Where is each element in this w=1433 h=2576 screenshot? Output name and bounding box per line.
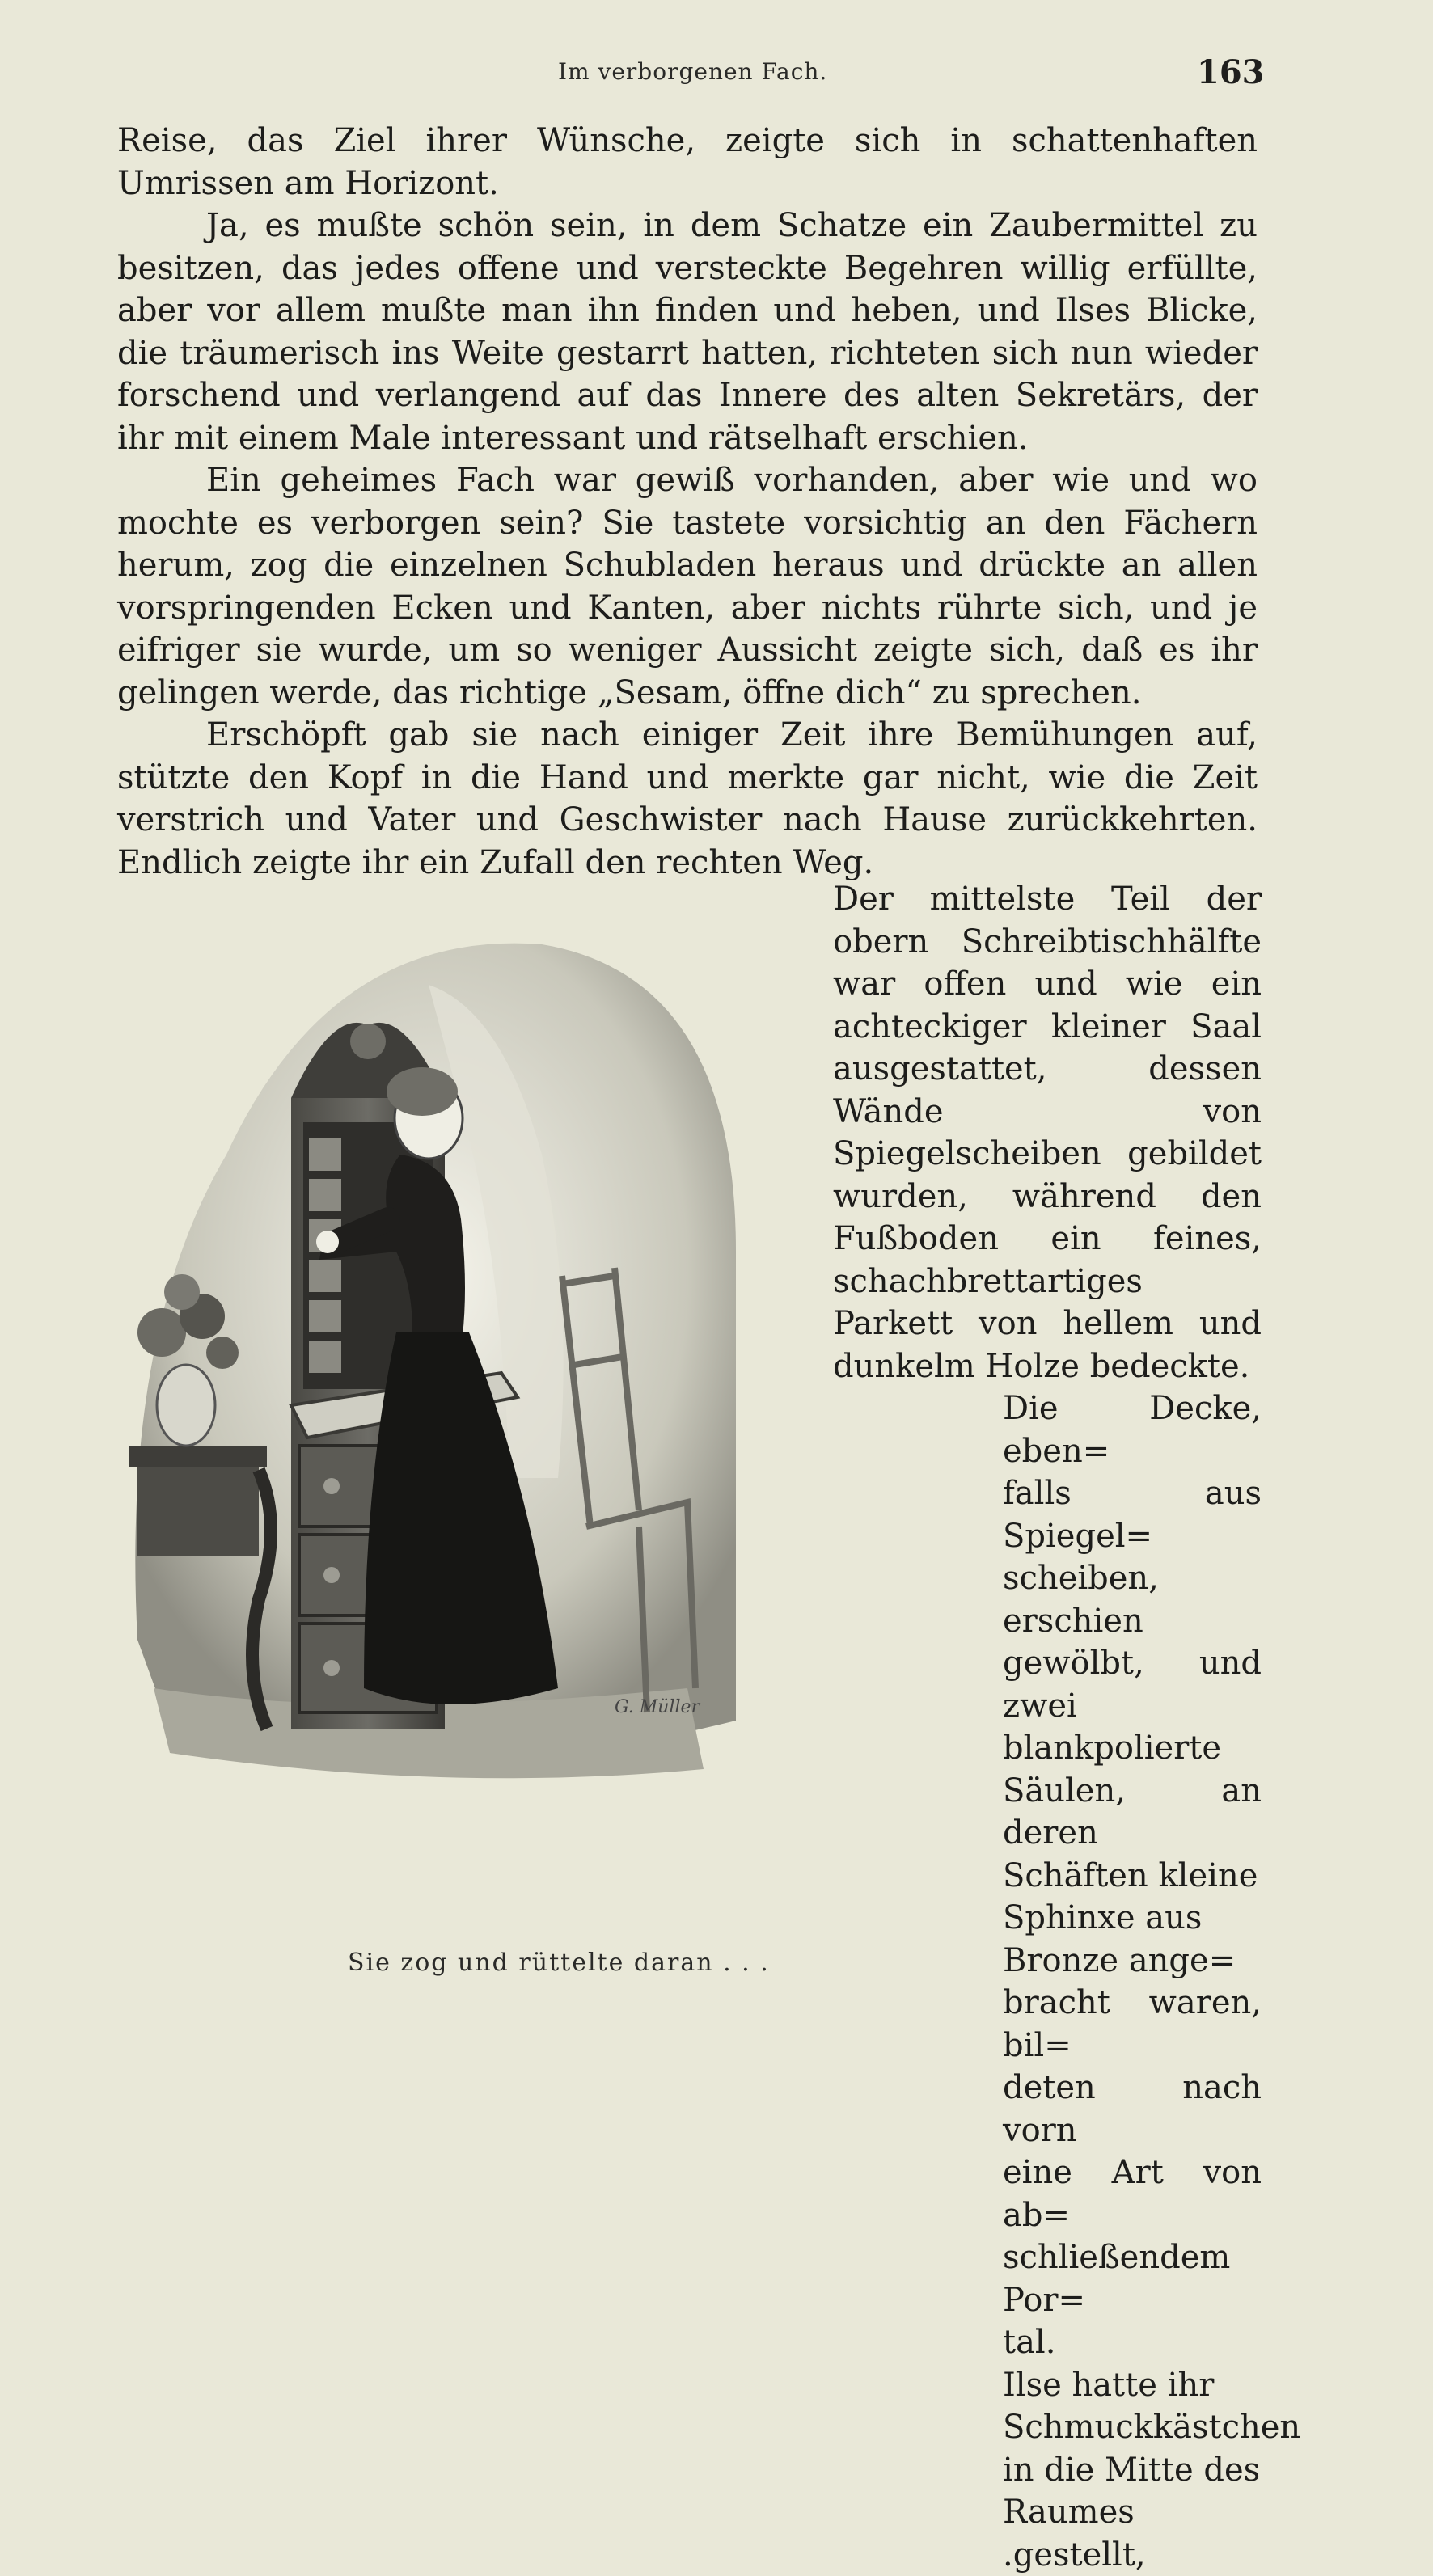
paragraph-5-continued: [728, 1387, 1301, 2576]
wrap-line: in die Mitte des: [1003, 2451, 1261, 2489]
artist-signature: G. Müller: [615, 1697, 700, 1717]
wrap-line: blankpolierte: [1003, 1729, 1222, 1767]
paragraph-3: Ein geheimes Fach war gewiß vorhanden, aber wie und wo mochte es verborgen sein? Sie tastete vorsichtig an den Fächern herum, zog die einzelnen Schubladen heraus und drückte an allen vorspringenden Ecken und Kanten, aber nichts rührte sich, und je eifriger sie wurde, um so weniger Aussicht zeigte sich, daß es ihr gelingen werde, das richtige „Sesam, öffne dich“ zu sprechen.: [117, 462, 1258, 712]
wrap-line: falls aus Spiegel=: [1003, 1475, 1262, 1555]
wrap-line: Bronze ange=: [1003, 1941, 1236, 1979]
wrap-line: Die Decke, eben=: [1003, 1390, 1262, 1470]
body-text: [117, 120, 1258, 884]
page-number: 163: [1197, 53, 1265, 91]
wrap-line: Schmuckkästchen: [1003, 2409, 1301, 2446]
wrap-line: bracht waren, bil=: [1003, 1984, 1262, 2064]
running-title: Im verborgenen Fach.: [558, 58, 828, 85]
wrap-line: Säulen, an deren: [1003, 1772, 1262, 1852]
illustration: [121, 912, 752, 1834]
wrap-line: gewölbt, und zwei: [1003, 1645, 1262, 1725]
flower-vase: [157, 1365, 215, 1446]
wrap-line: eine Art von ab=: [1003, 2154, 1262, 2234]
wrap-line: tal.: [1003, 2324, 1056, 2361]
wrap-line: Schäften kleine: [1003, 1856, 1258, 1894]
paragraph-1: Reise, das Ziel ihrer Wünsche, zeigte sich in schattenhaften Umrissen am Horizont.: [117, 122, 1258, 202]
wrap-line: deten nach vorn: [1003, 2069, 1262, 2149]
side-table: [129, 1446, 267, 1467]
illustration-caption: Sie zog und rüttelte daran . . .: [348, 1949, 770, 1977]
paragraph-2: Ja, es mußte schön sein, in dem Schatze ein Zaubermittel zu besitzen, das jedes offene und versteckte Begehren willig erfüllte, aber vor allem mußte man ihn finden und heben, und Ilses Blicke, die träumerisch ins Weite gestarrt hatten, richteten sich nun wieder forschend und verlangend auf das Innere des alten Sekretärs, der ihr mit einem Male interessant und rätselhaft erschien.: [117, 207, 1258, 457]
paragraph-5: Der mittelste Teil der obern Schreibtischhälfte war offen und wie ein achteckiger kleiner Saal ausgestattet, dessen Wände von Spiegelscheiben gebildet wurden, während den Fußboden ein feines, schachbrettartiges Parkett von hellem und dunkelm Holze bedeckte.: [833, 880, 1262, 1385]
paragraph-4: Erschöpft gab sie nach einiger Zeit ihre Bemühungen auf, stützte den Kopf in die Hand und merkte gar nicht, wie die Zeit verstrich und Vater und Geschwister nach Hause zurückkehrten. Endlich zeigte ihr ein Zufall den rechten Weg.: [117, 716, 1258, 881]
wrapped-text-column: [728, 878, 1301, 2576]
wrap-line: scheiben, erschien: [1003, 1560, 1159, 1640]
wrap-line: Sphinxe aus: [1003, 1899, 1203, 1936]
wrap-line: Ilse hatte ihr: [1003, 2366, 1215, 2404]
wrap-line: Raumes .gestellt,: [1003, 2494, 1146, 2574]
wrap-line: schließendem Por=: [1003, 2239, 1231, 2319]
